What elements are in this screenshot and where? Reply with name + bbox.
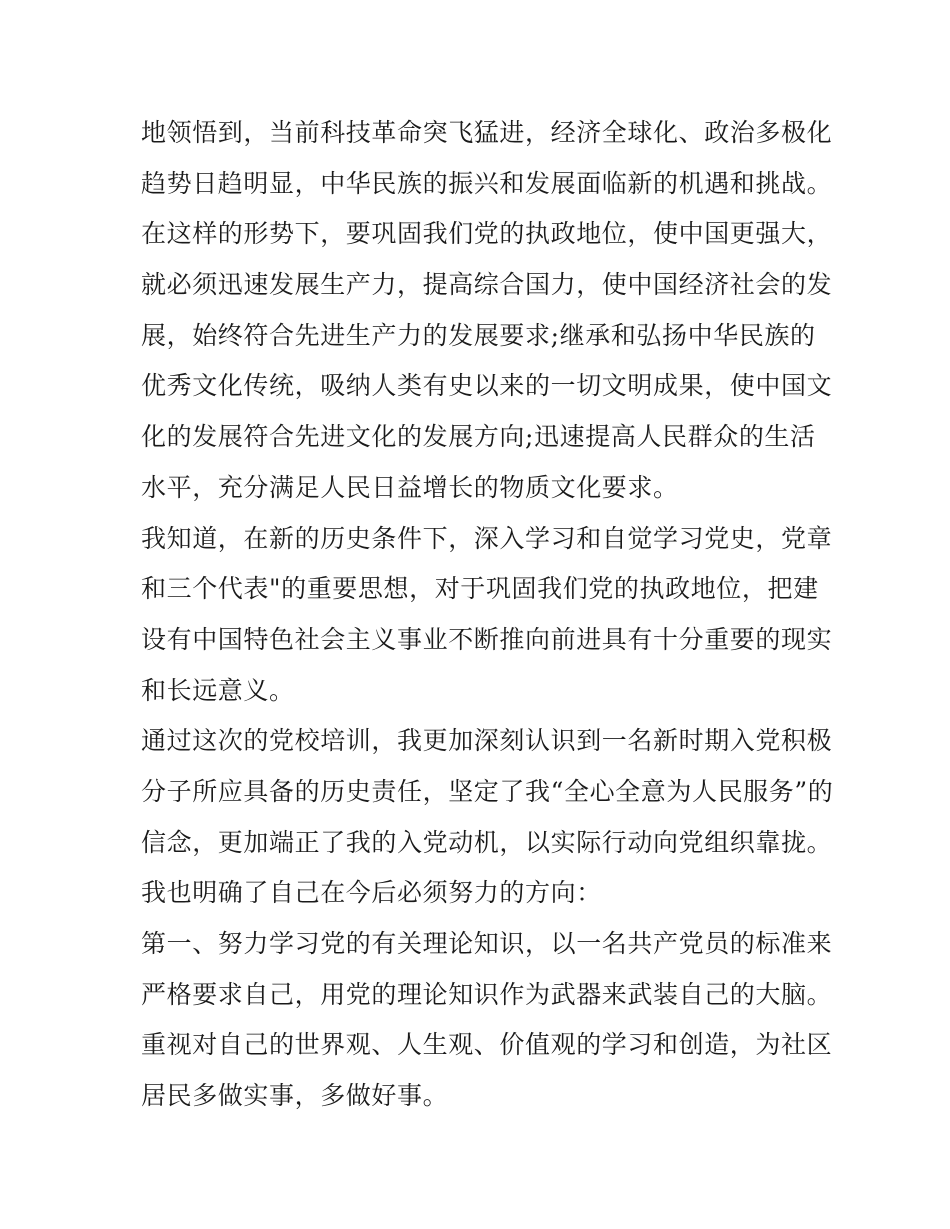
text-line: 地领悟到，当前科技革命突飞猛进，经济全球化、政治多极化 bbox=[141, 118, 833, 147]
text-line: 分子所应具备的历史责任，坚定了我“全心全意为人民服务”的 bbox=[141, 776, 834, 806]
text-line: 就必须迅速发展生产力，提高综合国力，使中国经济社会的发 bbox=[141, 270, 833, 300]
text-line: 设有中国特色社会主义事业不断推向前进具有十分重要的现实 bbox=[141, 624, 833, 654]
text-line: 水平，充分满足人民日益增长的物质文化要求。 bbox=[141, 472, 679, 502]
text-line: 第一、努力学习党的有关理论知识，以一名共产党员的标准来 bbox=[141, 929, 833, 958]
text-line: 我知道，在新的历史条件下，深入学习和自觉学习党史，党章 bbox=[141, 523, 833, 553]
text-line: 居民多做实事，多做好事。 bbox=[141, 1081, 449, 1111]
text-line: 在这样的形势下，要巩固我们党的执政地位，使中国更强大， bbox=[141, 219, 833, 249]
text-line: 信念，更加端正了我的入党动机，以实际行动向党组织靠拢。 bbox=[141, 827, 833, 857]
text-line: 展，始终符合先进生产力的发展要求;继承和弘扬中华民族的 bbox=[141, 320, 816, 350]
text-line: 优秀文化传统，吸纳人类有史以来的一切文明成果，使中国文 bbox=[141, 371, 833, 401]
text-line: 通过这次的党校培训，我更加深刻认识到一名新时期入党积极 bbox=[141, 726, 833, 756]
text-line: 和三个代表"的重要思想，对于巩固我们党的执政地位，把建 bbox=[141, 574, 819, 604]
text-line: 趋势日趋明显，中华民族的振兴和发展面临新的机遇和挑战。 bbox=[141, 168, 833, 198]
text-line: 化的发展符合先进文化的发展方向;迅速提高人民群众的生活 bbox=[141, 422, 816, 452]
document-body bbox=[141, 108, 834, 1122]
text-line: 和长远意义。 bbox=[141, 675, 295, 705]
text-line: 严格要求自己，用党的理论知识作为武器来武装自己的大脑。 bbox=[141, 979, 833, 1009]
text-line: 重视对自己的世界观、人生观、价值观的学习和创造，为社区 bbox=[141, 1030, 833, 1060]
text-line: 我也明确了自己在今后必须努力的方向： bbox=[141, 878, 602, 908]
